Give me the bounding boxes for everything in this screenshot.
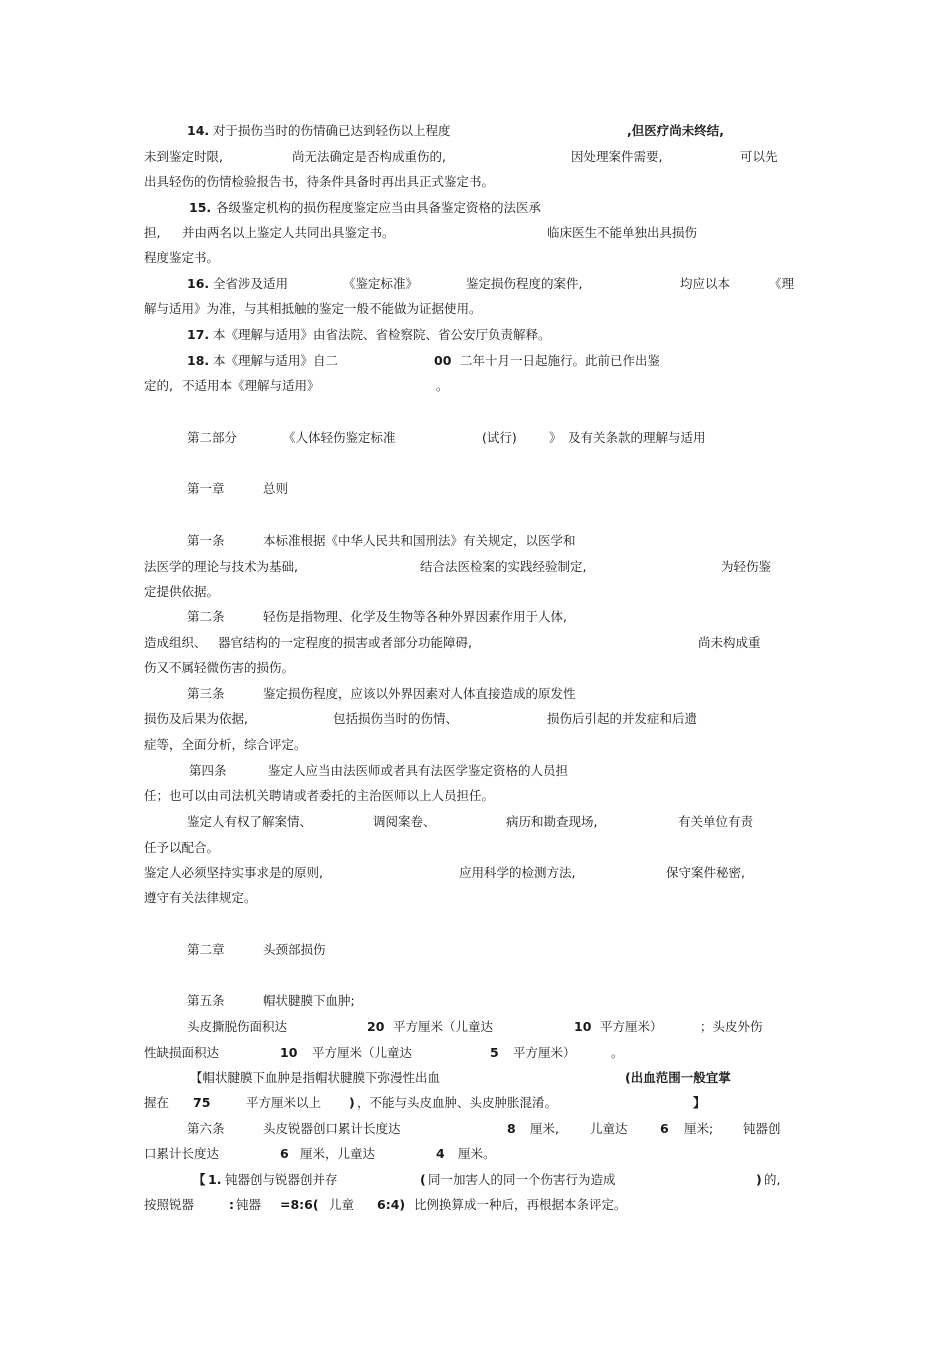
text-segment: ): [756, 1172, 762, 1187]
text-segment: 8: [507, 1121, 516, 1136]
text-segment: ): [349, 1095, 355, 1110]
text-segment: 10: [574, 1019, 592, 1034]
text-segment: 钝器创与锐器创并存: [225, 1172, 338, 1187]
text-segment: 担,: [144, 225, 161, 240]
text-segment: 厘米，儿童达: [300, 1146, 376, 1161]
text-segment: 保守案件秘密,: [666, 865, 745, 880]
text-segment: 病历和勘查现场,: [506, 814, 598, 829]
text-segment: 厘米。: [458, 1146, 496, 1161]
text-line: [0, 785, 950, 807]
text-segment: 尚未构成重: [698, 635, 761, 650]
text-segment: 】: [693, 1095, 706, 1110]
text-segment: 及有关条款的理解与适用: [568, 430, 706, 445]
text-segment: 16.: [187, 276, 210, 291]
text-segment: 均应以本: [680, 276, 731, 291]
text-segment: (: [420, 1172, 426, 1187]
text-segment: =8:6(: [280, 1197, 319, 1212]
text-segment: 6:4): [377, 1197, 406, 1212]
text-segment: 为轻伤鉴: [721, 559, 772, 574]
text-segment: 第二章: [187, 942, 225, 957]
text-segment: 《鉴定标准》: [343, 276, 419, 291]
text-segment: 6: [660, 1121, 669, 1136]
text-line: [0, 530, 950, 552]
text-segment: 握在: [144, 1095, 170, 1110]
text-segment: 第五条: [187, 993, 225, 1008]
text-line: [0, 1143, 950, 1165]
text-segment: 轻伤是指物理、化学及生物等各种外界因素作用于人体,: [263, 609, 567, 624]
text-segment: 本《理解与适用》由省法院、省检察院、省公安厅负责解释。: [213, 327, 551, 342]
text-segment: 定提供依据。: [144, 584, 220, 599]
text-segment: (试行): [482, 430, 517, 445]
text-segment: 包括损伤当时的伤情、: [333, 711, 459, 726]
text-segment: 4: [436, 1146, 445, 1161]
text-segment: 【: [193, 1172, 206, 1187]
text-line: [0, 1194, 950, 1216]
text-segment: 可以先: [740, 149, 778, 164]
text-segment: 法医学的理论与技术为基础,: [144, 559, 298, 574]
text-segment: 平方厘米）: [600, 1019, 663, 1034]
text-line: [0, 1067, 950, 1089]
text-segment: 伤又不属轻微伤害的损伤。: [144, 660, 295, 675]
text-line: [0, 887, 950, 909]
text-segment: 并由两名以上鉴定人共同出具鉴定书。: [182, 225, 395, 240]
text-segment: 厘米,: [530, 1121, 559, 1136]
text-segment: 按照锐器: [144, 1197, 195, 1212]
text-segment: 00: [434, 353, 452, 368]
text-segment: 口累计长度达: [144, 1146, 220, 1161]
text-line: [0, 657, 950, 679]
text-line: [0, 708, 950, 730]
text-segment: 钝器: [236, 1197, 262, 1212]
text-segment: 》: [549, 430, 562, 445]
text-line: [0, 324, 950, 346]
text-line: [0, 197, 950, 219]
text-segment: 出具轻伤的伤情检验报告书，待条件具备时再出具正式鉴定书。: [144, 174, 495, 189]
text-segment: 帽状腱膜下血肿;: [263, 993, 355, 1008]
text-segment: 结合法医检案的实践经验制定,: [420, 559, 587, 574]
text-segment: ；头皮外伤: [700, 1019, 763, 1034]
text-segment: 鉴定人应当由法医师或者具有法医学鉴定资格的人员担: [268, 763, 569, 778]
text-segment: 比例换算成一种后，再根据本条评定。: [414, 1197, 627, 1212]
text-line: [0, 990, 950, 1012]
text-segment: 有关单位有责: [678, 814, 754, 829]
text-segment: 临床医生不能单独出具损伤: [547, 225, 698, 240]
text-segment: 任；也可以由司法机关聘请或者委托的主治医师以上人员担任。: [144, 788, 495, 803]
text-line: [0, 478, 950, 500]
text-line: [0, 862, 950, 884]
text-segment: 对于损伤当时的伤情确已达到轻伤以上程度: [213, 123, 451, 138]
text-line: [0, 760, 950, 782]
text-segment: 未到鉴定时限,: [144, 149, 223, 164]
text-segment: 6: [280, 1146, 289, 1161]
text-segment: 性缺损面积达: [144, 1045, 220, 1060]
text-segment: 造成组织、: [144, 635, 207, 650]
text-segment: 【帽状腱膜下血肿是指帽状腱膜下弥漫性出血: [190, 1070, 441, 1085]
text-line: [0, 683, 950, 705]
text-segment: 尚无法确定是否构成重伤的,: [292, 149, 446, 164]
text-line: [0, 811, 950, 833]
text-segment: 第二部分: [187, 430, 238, 445]
text-line: [0, 606, 950, 628]
text-segment: 。: [436, 378, 449, 393]
text-segment: 本标准根据《中华人民共和国刑法》有关规定，以医学和: [263, 533, 576, 548]
text-segment: 。: [611, 1045, 624, 1060]
text-segment: 钝器创: [743, 1121, 781, 1136]
text-segment: 14.: [187, 123, 210, 138]
text-segment: (出血范围一般宜掌: [625, 1070, 731, 1085]
text-segment: 儿童达: [590, 1121, 628, 1136]
text-segment: 器官结构的一定程度的损害或者部分功能障碍,: [218, 635, 472, 650]
text-segment: 调阅案卷、: [373, 814, 436, 829]
text-segment: 总则: [263, 481, 289, 496]
text-segment: ，不能与头皮血肿、头皮肿胀混淆。: [357, 1095, 558, 1110]
text-segment: 解与适用》为准，与其相抵触的鉴定一般不能做为证据使用。: [144, 301, 482, 316]
text-segment: 18.: [187, 353, 210, 368]
text-segment: 平方厘米（儿童达: [312, 1045, 413, 1060]
text-segment: 任予以配合。: [144, 840, 220, 855]
text-segment: 鉴定人有权了解案情、: [187, 814, 313, 829]
text-segment: 第二条: [187, 609, 225, 624]
text-segment: 二年十月一日起施行。此前已作出鉴: [460, 353, 661, 368]
text-line: [0, 427, 950, 449]
text-segment: 1.: [208, 1172, 222, 1187]
text-line: [0, 375, 950, 397]
text-line: [0, 837, 950, 859]
text-segment: 《人体轻伤鉴定标准: [283, 430, 396, 445]
text-segment: 《理: [769, 276, 795, 291]
text-segment: 平方厘米（儿童达: [393, 1019, 494, 1034]
text-line: [0, 146, 950, 168]
text-segment: 因处理案件需要,: [571, 149, 663, 164]
text-segment: 20: [367, 1019, 385, 1034]
text-line: [0, 939, 950, 961]
text-segment: 鉴定人必须坚持实事求是的原则,: [144, 865, 323, 880]
text-segment: 15.: [189, 200, 212, 215]
text-segment: 75: [193, 1095, 211, 1110]
text-segment: 应用科学的检测方法,: [459, 865, 576, 880]
text-segment: 遵守有关法律规定。: [144, 890, 257, 905]
text-segment: 第一条: [187, 533, 225, 548]
text-segment: 全省涉及适用: [213, 276, 289, 291]
text-segment: 的,: [764, 1172, 781, 1187]
text-line: [0, 298, 950, 320]
text-segment: 第一章: [187, 481, 225, 496]
text-segment: 5: [490, 1045, 499, 1060]
text-segment: 第六条: [187, 1121, 225, 1136]
text-segment: 17.: [187, 327, 210, 342]
text-segment: 各级鉴定机构的损伤程度鉴定应当由具备鉴定资格的法医承: [216, 200, 542, 215]
text-segment: 症等，全面分析，综合评定。: [144, 737, 307, 752]
text-line: [0, 171, 950, 193]
text-segment: 第四条: [189, 763, 227, 778]
text-segment: 损伤及后果为依据,: [144, 711, 248, 726]
text-segment: 损伤后引起的并发症和后遗: [547, 711, 698, 726]
text-line: [0, 1092, 950, 1114]
text-segment: 头皮撕脱伤面积达: [187, 1019, 288, 1034]
text-line: [0, 734, 950, 756]
text-segment: 本《理解与适用》自二: [213, 353, 339, 368]
text-line: [0, 350, 950, 372]
text-segment: 平方厘米以上: [246, 1095, 322, 1110]
text-line: [0, 1042, 950, 1064]
text-line: [0, 222, 950, 244]
text-line: [0, 632, 950, 654]
text-segment: 程度鉴定书。: [144, 250, 220, 265]
text-segment: 头颈部损伤: [263, 942, 326, 957]
text-line: [0, 556, 950, 578]
text-line: [0, 1169, 950, 1191]
text-line: [0, 247, 950, 269]
text-segment: 鉴定损伤程度的案件,: [466, 276, 583, 291]
text-segment: 第三条: [187, 686, 225, 701]
text-segment: :: [229, 1197, 234, 1212]
text-segment: 平方厘米）: [513, 1045, 576, 1060]
text-segment: 10: [280, 1045, 298, 1060]
text-segment: 不适用本《理解与适用》: [182, 378, 320, 393]
text-line: [0, 120, 950, 142]
text-line: [0, 1118, 950, 1140]
text-segment: 同一加害人的同一个伤害行为造成: [428, 1172, 616, 1187]
text-segment: 儿童: [329, 1197, 355, 1212]
text-segment: 厘米;: [684, 1121, 714, 1136]
text-line: [0, 581, 950, 603]
text-line: [0, 1016, 950, 1038]
text-line: [0, 273, 950, 295]
text-segment: ,但医疗尚未终结,: [627, 123, 724, 138]
text-segment: 定的,: [144, 378, 173, 393]
text-segment: 头皮锐器创口累计长度达: [263, 1121, 401, 1136]
text-segment: 鉴定损伤程度，应该以外界因素对人体直接造成的原发性: [263, 686, 576, 701]
